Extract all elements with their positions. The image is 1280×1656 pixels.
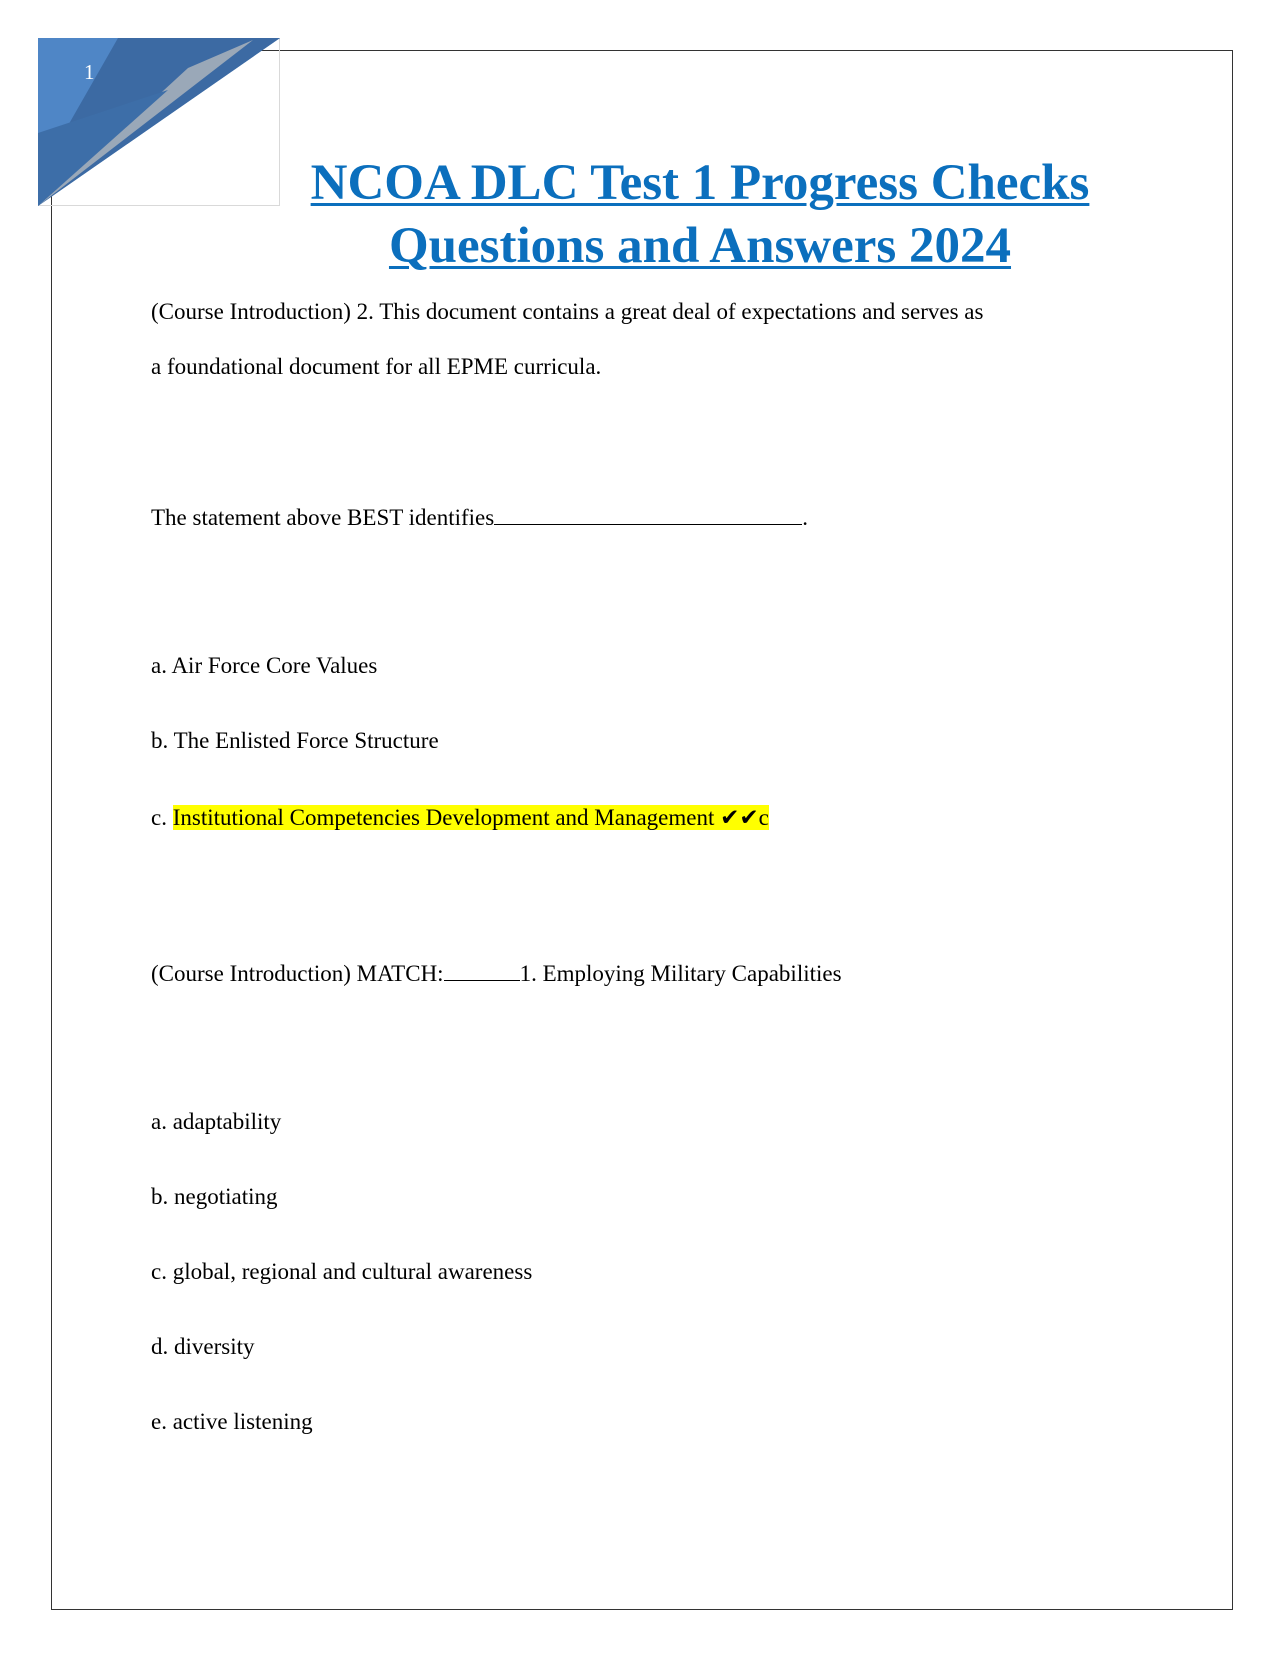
question-2-stem xyxy=(151,958,842,989)
match-blank xyxy=(444,958,520,981)
question-2-option-b: b. negotiating xyxy=(151,1184,278,1209)
highlighted-correct-answer: Institutional Competencies Development and Management ✔✔c xyxy=(172,805,769,830)
question-2-option-a: a. adaptability xyxy=(151,1109,282,1134)
question-2-prefix: (Course Introduction) MATCH: xyxy=(151,961,444,986)
document-title xyxy=(160,152,1240,278)
question-1-stem-end: . xyxy=(802,505,808,530)
question-1-stem-text: The statement above BEST identifies xyxy=(151,505,495,530)
question-1-option-c xyxy=(151,803,769,833)
question-1-option-b: b. The Enlisted Force Structure xyxy=(151,728,439,753)
question-2-option-c: c. global, regional and cultural awareness xyxy=(151,1259,533,1284)
question-2-option-d: d. diversity xyxy=(151,1334,255,1359)
question-1-text-line-2: a foundational document for all EPME curricula. xyxy=(151,354,602,379)
answer-blank xyxy=(494,502,802,525)
question-1-option-c-prefix: c. xyxy=(151,805,173,830)
page-number: 1 xyxy=(84,60,95,84)
question-1-text-line-1: (Course Introduction) 2. This document contains a great deal of expectations and serves as xyxy=(151,299,984,324)
question-2-suffix: 1. Employing Military Capabilities xyxy=(519,961,842,986)
question-2-option-e: e. active listening xyxy=(151,1409,313,1434)
title-line-2: Questions and Answers 2024 xyxy=(388,218,1012,274)
question-1-stem xyxy=(151,502,808,533)
question-1-option-a: a. Air Force Core Values xyxy=(151,653,378,678)
title-line-1: NCOA DLC Test 1 Progress Checks xyxy=(310,155,1090,211)
